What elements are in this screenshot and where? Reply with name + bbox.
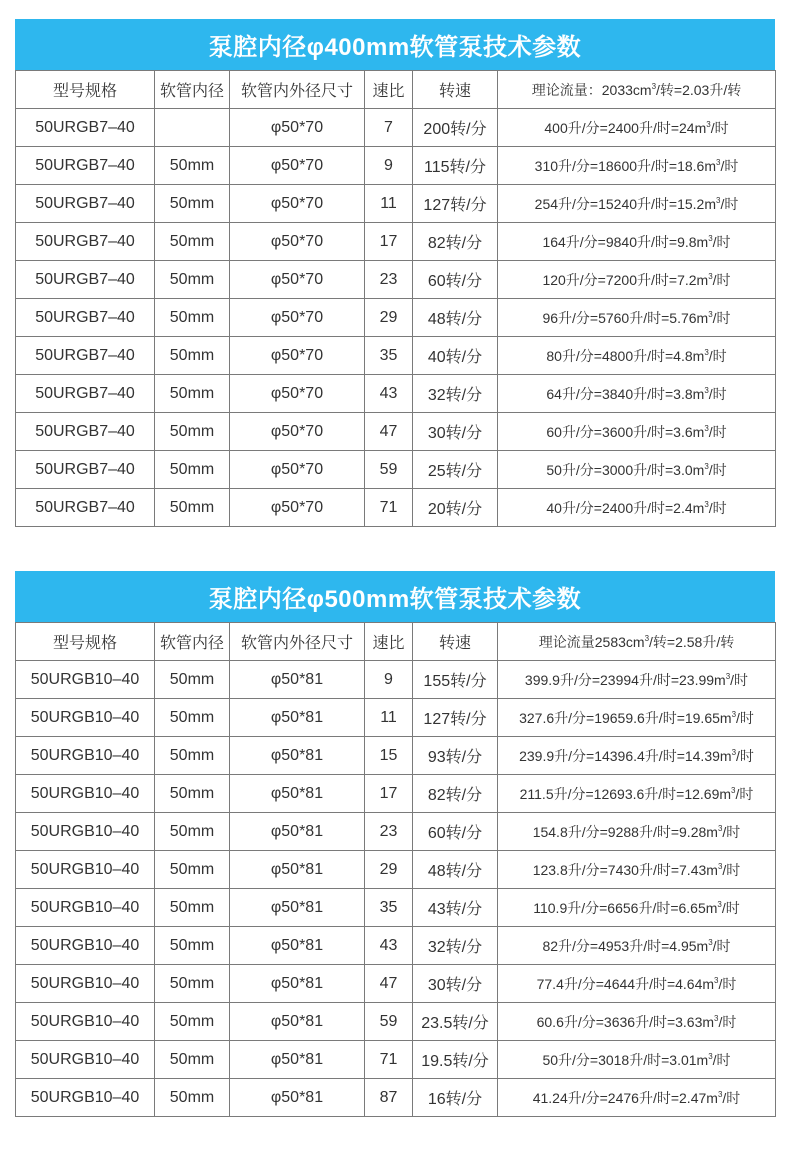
hose-inner-diameter-cell: 50mm bbox=[155, 375, 230, 413]
hose-inner-diameter-cell: 50mm bbox=[155, 1041, 230, 1079]
hose-inner-diameter-cell: 50mm bbox=[155, 451, 230, 489]
model-cell: 50URGB7–40 bbox=[16, 223, 155, 261]
header-hose-size: 软管内外径尺寸 bbox=[230, 71, 365, 109]
model-cell: 50URGB10–40 bbox=[16, 851, 155, 889]
table-row bbox=[16, 1003, 776, 1041]
rotation-speed-cell: 82转/分 bbox=[413, 775, 498, 813]
rotation-speed-cell: 48转/分 bbox=[413, 851, 498, 889]
flow-rate-cell: 327.6升/分=19659.6升/时$=19.65m^3/$时 bbox=[498, 699, 776, 737]
flow-rate-cell: 50升/分=3018升/时$=3.01m^3/$时 bbox=[498, 1041, 776, 1079]
hose-size-cell: φ50*70 bbox=[230, 451, 365, 489]
table-row bbox=[16, 489, 776, 527]
rotation-speed-cell: 60转/分 bbox=[413, 813, 498, 851]
table-row bbox=[16, 775, 776, 813]
flow-rate-cell: 254升/分=15240升/时$=15.2m^3/$时 bbox=[498, 185, 776, 223]
rotation-speed-cell: 115转/分 bbox=[413, 147, 498, 185]
model-cell: 50URGB7–40 bbox=[16, 375, 155, 413]
speed-ratio-cell: 9 bbox=[365, 661, 413, 699]
header-rotation-speed: 转速 bbox=[413, 71, 498, 109]
hose-size-cell: φ50*81 bbox=[230, 775, 365, 813]
header-row bbox=[16, 71, 776, 109]
header-model: 型号规格 bbox=[16, 71, 155, 109]
speed-ratio-cell: 29 bbox=[365, 851, 413, 889]
hose-size-cell: φ50*81 bbox=[230, 889, 365, 927]
rotation-speed-cell: 30转/分 bbox=[413, 413, 498, 451]
rotation-speed-cell: 155转/分 bbox=[413, 661, 498, 699]
model-cell: 50URGB10–40 bbox=[16, 661, 155, 699]
model-cell: 50URGB7–40 bbox=[16, 185, 155, 223]
speed-ratio-cell: 59 bbox=[365, 1003, 413, 1041]
flow-rate-cell: 77.4升/分=4644升/时$=4.64m^3/$时 bbox=[498, 965, 776, 1003]
speed-ratio-cell: 7 bbox=[365, 109, 413, 147]
model-cell: 50URGB7–40 bbox=[16, 337, 155, 375]
hose-size-cell: φ50*81 bbox=[230, 699, 365, 737]
rotation-speed-cell: 200转/分 bbox=[413, 109, 498, 147]
model-cell: 50URGB7–40 bbox=[16, 413, 155, 451]
header-hose-size: 软管内外径尺寸 bbox=[230, 623, 365, 661]
rotation-speed-cell: 93转/分 bbox=[413, 737, 498, 775]
speed-ratio-cell: 87 bbox=[365, 1079, 413, 1117]
rotation-speed-cell: 20转/分 bbox=[413, 489, 498, 527]
table-row bbox=[16, 927, 776, 965]
table-title: 泵腔内径φ500mm软管泵技术参数 bbox=[15, 571, 775, 622]
hose-inner-diameter-cell: 50mm bbox=[155, 299, 230, 337]
flow-rate-cell: 60升/分=3600升/时$=3.6m^3/$时 bbox=[498, 413, 776, 451]
hose-size-cell: φ50*70 bbox=[230, 337, 365, 375]
model-cell: 50URGB10–40 bbox=[16, 1079, 155, 1117]
hose-inner-diameter-cell: 50mm bbox=[155, 1003, 230, 1041]
hose-size-cell: φ50*70 bbox=[230, 261, 365, 299]
flow-rate-cell: 96升/分=5760升/时$=5.76m^3/$时 bbox=[498, 299, 776, 337]
table-row bbox=[16, 147, 776, 185]
hose-size-cell: φ50*70 bbox=[230, 489, 365, 527]
hose-inner-diameter-cell: 50mm bbox=[155, 889, 230, 927]
hose-inner-diameter-cell bbox=[155, 109, 230, 147]
hose-size-cell: φ50*70 bbox=[230, 375, 365, 413]
flow-rate-cell: 120升/分=7200升/时$=7.2m^3/$时 bbox=[498, 261, 776, 299]
hose-size-cell: φ50*70 bbox=[230, 299, 365, 337]
hose-size-cell: φ50*81 bbox=[230, 1079, 365, 1117]
header-model: 型号规格 bbox=[16, 623, 155, 661]
hose-inner-diameter-cell: 50mm bbox=[155, 775, 230, 813]
speed-ratio-cell: 35 bbox=[365, 337, 413, 375]
header-speed-ratio: 速比 bbox=[365, 623, 413, 661]
hose-inner-diameter-cell: 50mm bbox=[155, 413, 230, 451]
speed-ratio-cell: 11 bbox=[365, 185, 413, 223]
header-row bbox=[16, 623, 776, 661]
flow-rate-cell: 239.9升/分=14396.4升/时$=14.39m^3/$时 bbox=[498, 737, 776, 775]
table-row bbox=[16, 109, 776, 147]
hose-size-cell: φ50*81 bbox=[230, 813, 365, 851]
model-cell: 50URGB10–40 bbox=[16, 1003, 155, 1041]
flow-rate-cell: 310升/分=18600升/时$=18.6m^3/$时 bbox=[498, 147, 776, 185]
table-row bbox=[16, 889, 776, 927]
speed-ratio-cell: 11 bbox=[365, 699, 413, 737]
hose-inner-diameter-cell: 50mm bbox=[155, 851, 230, 889]
flow-rate-cell: 50升/分=3000升/时$=3.0m^3/$时 bbox=[498, 451, 776, 489]
rotation-speed-cell: 30转/分 bbox=[413, 965, 498, 1003]
speed-ratio-cell: 43 bbox=[365, 927, 413, 965]
header-flow-rate: 理论流量：$2033cm^3/$转=2.03升/转 bbox=[498, 71, 776, 109]
model-cell: 50URGB10–40 bbox=[16, 737, 155, 775]
table-row bbox=[16, 851, 776, 889]
rotation-speed-cell: 60转/分 bbox=[413, 261, 498, 299]
header-flow-rate: 理论流量$2583cm^3/$转=2.58升/转 bbox=[498, 623, 776, 661]
spec-table bbox=[15, 622, 776, 1117]
model-cell: 50URGB10–40 bbox=[16, 889, 155, 927]
speed-ratio-cell: 15 bbox=[365, 737, 413, 775]
rotation-speed-cell: 127转/分 bbox=[413, 185, 498, 223]
table-row bbox=[16, 737, 776, 775]
hose-size-cell: φ50*81 bbox=[230, 965, 365, 1003]
flow-rate-cell: 40升/分=2400升/时$=2.4m^3/$时 bbox=[498, 489, 776, 527]
model-cell: 50URGB10–40 bbox=[16, 965, 155, 1003]
header-speed-ratio: 速比 bbox=[365, 71, 413, 109]
table-row bbox=[16, 261, 776, 299]
hose-size-cell: φ50*81 bbox=[230, 1041, 365, 1079]
table-title: 泵腔内径φ400mm软管泵技术参数 bbox=[15, 19, 775, 70]
model-cell: 50URGB10–40 bbox=[16, 775, 155, 813]
hose-size-cell: φ50*70 bbox=[230, 223, 365, 261]
model-cell: 50URGB10–40 bbox=[16, 927, 155, 965]
table-row bbox=[16, 661, 776, 699]
model-cell: 50URGB7–40 bbox=[16, 299, 155, 337]
table-row bbox=[16, 1041, 776, 1079]
hose-size-cell: φ50*70 bbox=[230, 147, 365, 185]
speed-ratio-cell: 29 bbox=[365, 299, 413, 337]
table-row bbox=[16, 185, 776, 223]
hose-size-cell: φ50*81 bbox=[230, 1003, 365, 1041]
flow-rate-cell: 211.5升/分=12693.6升/时$=12.69m^3/$时 bbox=[498, 775, 776, 813]
rotation-speed-cell: 127转/分 bbox=[413, 699, 498, 737]
flow-rate-cell: 164升/分=9840升/时$=9.8m^3/$时 bbox=[498, 223, 776, 261]
hose-inner-diameter-cell: 50mm bbox=[155, 489, 230, 527]
rotation-speed-cell: 48转/分 bbox=[413, 299, 498, 337]
hose-inner-diameter-cell: 50mm bbox=[155, 223, 230, 261]
table-row bbox=[16, 223, 776, 261]
speed-ratio-cell: 43 bbox=[365, 375, 413, 413]
hose-inner-diameter-cell: 50mm bbox=[155, 927, 230, 965]
flow-rate-cell: 80升/分=4800升/时$=4.8m^3/$时 bbox=[498, 337, 776, 375]
table-row bbox=[16, 813, 776, 851]
table-row bbox=[16, 413, 776, 451]
table-row bbox=[16, 699, 776, 737]
flow-rate-cell: 64升/分=3840升/时$=3.8m^3/$时 bbox=[498, 375, 776, 413]
header-hose-inner-diameter: 软管内径 bbox=[155, 71, 230, 109]
model-cell: 50URGB7–40 bbox=[16, 261, 155, 299]
hose-inner-diameter-cell: 50mm bbox=[155, 661, 230, 699]
model-cell: 50URGB7–40 bbox=[16, 147, 155, 185]
rotation-speed-cell: 40转/分 bbox=[413, 337, 498, 375]
speed-ratio-cell: 17 bbox=[365, 223, 413, 261]
hose-size-cell: φ50*81 bbox=[230, 737, 365, 775]
hose-inner-diameter-cell: 50mm bbox=[155, 813, 230, 851]
model-cell: 50URGB7–40 bbox=[16, 109, 155, 147]
table-row bbox=[16, 337, 776, 375]
speed-ratio-cell: 23 bbox=[365, 261, 413, 299]
hose-inner-diameter-cell: 50mm bbox=[155, 965, 230, 1003]
model-cell: 50URGB7–40 bbox=[16, 489, 155, 527]
speed-ratio-cell: 59 bbox=[365, 451, 413, 489]
header-hose-inner-diameter: 软管内径 bbox=[155, 623, 230, 661]
flow-rate-cell: 399.9升/分=23994升/时$=23.99m^3/$时 bbox=[498, 661, 776, 699]
spec-table bbox=[15, 70, 776, 527]
speed-ratio-cell: 47 bbox=[365, 413, 413, 451]
rotation-speed-cell: 82转/分 bbox=[413, 223, 498, 261]
flow-rate-cell: 154.8升/分=9288升/时$=9.28m^3/$时 bbox=[498, 813, 776, 851]
speed-ratio-cell: 17 bbox=[365, 775, 413, 813]
hose-size-cell: φ50*81 bbox=[230, 661, 365, 699]
rotation-speed-cell: 43转/分 bbox=[413, 889, 498, 927]
flow-rate-cell: 82升/分=4953升/时$=4.95m^3/$时 bbox=[498, 927, 776, 965]
rotation-speed-cell: 32转/分 bbox=[413, 927, 498, 965]
model-cell: 50URGB10–40 bbox=[16, 1041, 155, 1079]
flow-rate-cell: 400升/分=2400升/时$=24m^3/$时 bbox=[498, 109, 776, 147]
speed-ratio-cell: 47 bbox=[365, 965, 413, 1003]
model-cell: 50URGB10–40 bbox=[16, 813, 155, 851]
hose-inner-diameter-cell: 50mm bbox=[155, 737, 230, 775]
hose-inner-diameter-cell: 50mm bbox=[155, 699, 230, 737]
pump-spec-section-500 bbox=[15, 571, 775, 1117]
model-cell: 50URGB10–40 bbox=[16, 699, 155, 737]
rotation-speed-cell: 32转/分 bbox=[413, 375, 498, 413]
hose-inner-diameter-cell: 50mm bbox=[155, 261, 230, 299]
speed-ratio-cell: 71 bbox=[365, 489, 413, 527]
hose-inner-diameter-cell: 50mm bbox=[155, 337, 230, 375]
flow-rate-cell: 41.24升/分=2476升/时$=2.47m^3/$时 bbox=[498, 1079, 776, 1117]
speed-ratio-cell: 71 bbox=[365, 1041, 413, 1079]
header-rotation-speed: 转速 bbox=[413, 623, 498, 661]
speed-ratio-cell: 35 bbox=[365, 889, 413, 927]
hose-size-cell: φ50*70 bbox=[230, 185, 365, 223]
rotation-speed-cell: 16转/分 bbox=[413, 1079, 498, 1117]
table-row bbox=[16, 965, 776, 1003]
table-row bbox=[16, 299, 776, 337]
rotation-speed-cell: 19.5转/分 bbox=[413, 1041, 498, 1079]
rotation-speed-cell: 25转/分 bbox=[413, 451, 498, 489]
hose-inner-diameter-cell: 50mm bbox=[155, 147, 230, 185]
model-cell: 50URGB7–40 bbox=[16, 451, 155, 489]
pump-spec-section-400 bbox=[15, 19, 775, 527]
speed-ratio-cell: 23 bbox=[365, 813, 413, 851]
rotation-speed-cell: 23.5转/分 bbox=[413, 1003, 498, 1041]
hose-size-cell: φ50*81 bbox=[230, 851, 365, 889]
speed-ratio-cell: 9 bbox=[365, 147, 413, 185]
table-row bbox=[16, 375, 776, 413]
hose-size-cell: φ50*70 bbox=[230, 413, 365, 451]
flow-rate-cell: 60.6升/分=3636升/时$=3.63m^3/$时 bbox=[498, 1003, 776, 1041]
hose-inner-diameter-cell: 50mm bbox=[155, 185, 230, 223]
hose-size-cell: φ50*81 bbox=[230, 927, 365, 965]
flow-rate-cell: 110.9升/分=6656升/时$=6.65m^3/$时 bbox=[498, 889, 776, 927]
table-row bbox=[16, 451, 776, 489]
hose-inner-diameter-cell: 50mm bbox=[155, 1079, 230, 1117]
table-row bbox=[16, 1079, 776, 1117]
flow-rate-cell: 123.8升/分=7430升/时$=7.43m^3/$时 bbox=[498, 851, 776, 889]
hose-size-cell: φ50*70 bbox=[230, 109, 365, 147]
